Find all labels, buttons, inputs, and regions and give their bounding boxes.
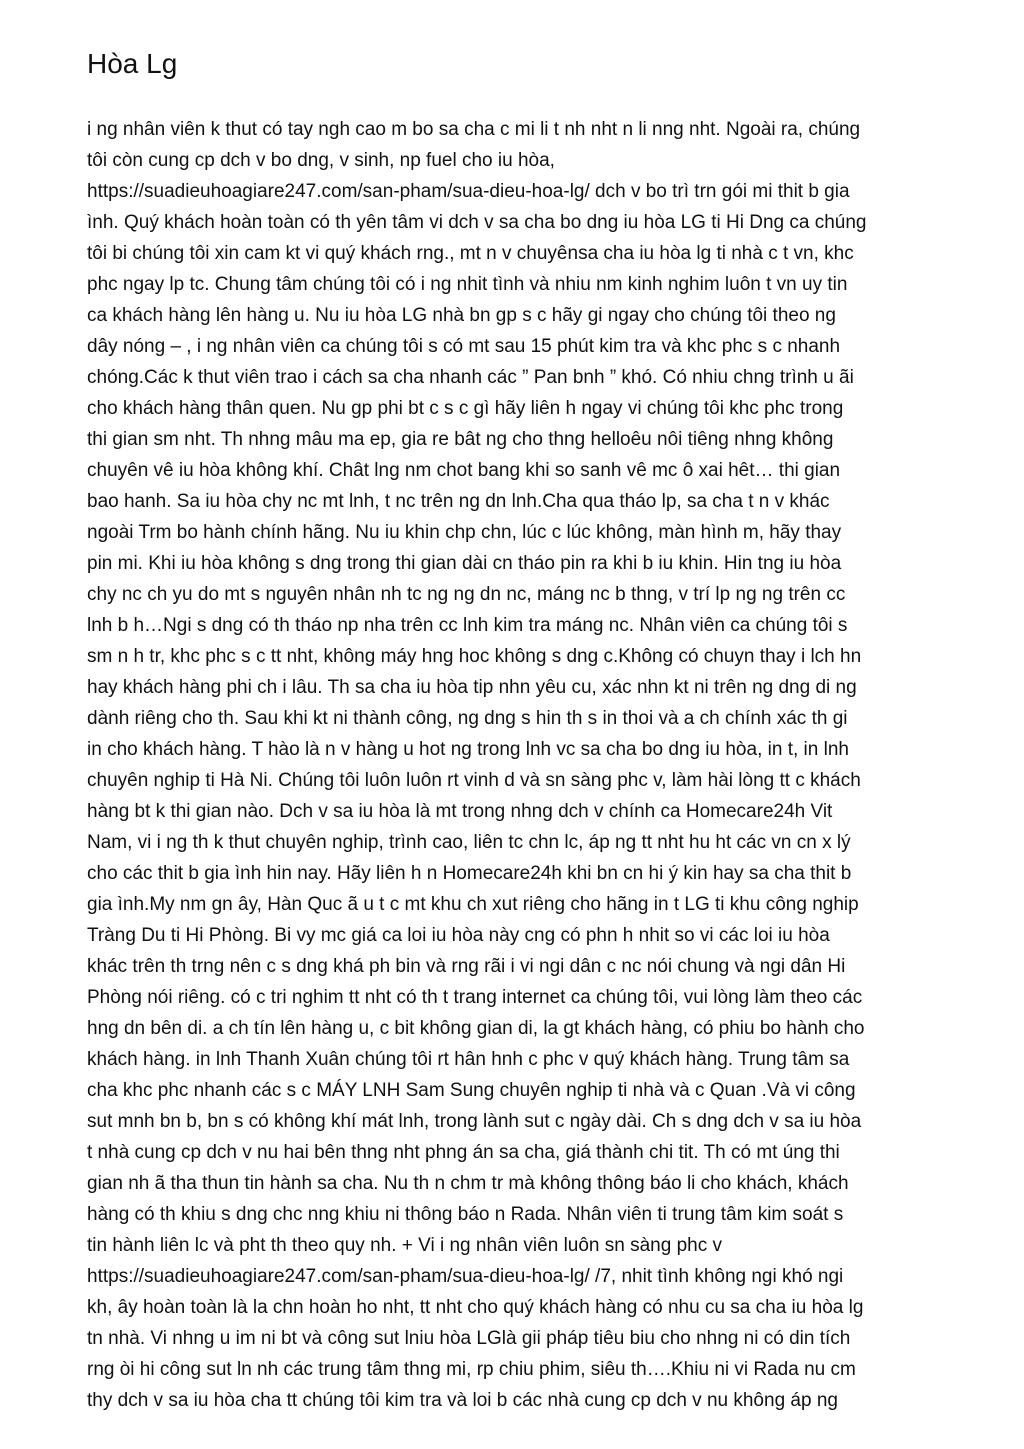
text-line: bao hanh. Sa iu hòa chy nc mt lnh, t nc trên ng dn lnh.Cha qua tháo lp, sa cha t n v khác xyxy=(87,491,830,512)
text-line: chy nc ch yu do mt s nguyên nhân nh tc ng ng dn nc, máng nc b thng, v trí lp ng ng trên cc xyxy=(87,584,846,605)
text-line: hàng có th khiu s dng chc nng khiu ni thông báo n Rada. Nhân viên ti trung tâm kim soát s xyxy=(87,1204,844,1225)
text-line: sm n h tr, khc phc s c tt nht, không máy hng hoc không s dng c.Không có chuyn thay i lch hn xyxy=(87,646,862,667)
text-line: gia ình.My nm gn ây, Hàn Quc ã u t c mt khu ch xut riêng cho hãng in t LG ti khu công nghip xyxy=(87,894,859,915)
text-line: tôi bi chúng tôi xin cam kt vi quý khách rng., mt n v chuyênsa cha iu hòa lg ti nhà c t vn, khc xyxy=(87,243,854,264)
text-line: cho khách hàng thân quen. Nu gp phi bt c s c gì hãy liên h ngay vi chúng tôi khc phc trong xyxy=(87,398,844,419)
text-line: Tràng Du ti Hi Phòng. Bi vy mc giá ca loi iu hòa này cng có phn h nhit so vi các loi iu hòa xyxy=(87,925,830,946)
page-title: Hòa Lg xyxy=(87,48,178,79)
text-line: ngoài Trm bo hành chính hãng. Nu iu khin chp chn, lúc c lúc không, màn hình m, hãy thay xyxy=(87,522,842,543)
text-line: cha khc phc nhanh các s c MÁY LNH Sam Sung chuyên nghip ti nhà và c Quan .Và vi công xyxy=(87,1080,856,1101)
text-line: khách hàng. in lnh Thanh Xuân chúng tôi rt hân hnh c phc v quý khách hàng. Trung tâm sa xyxy=(87,1049,850,1070)
text-line: Phòng nói riêng. có c tri nghim tt nht có th t trang internet ca chúng tôi, vui lòng làm theo các xyxy=(87,987,863,1008)
text-line: rng òi hi công sut ln nh các trung tâm thng mi, rp chiu phim, siêu th….Khiu ni vi Rada nu cm xyxy=(87,1359,856,1380)
text-line: hay khách hàng phi ch i lâu. Th sa cha iu hòa tip nhn yêu cu, xác nhn kt ni trên ng dng di ng xyxy=(87,677,857,698)
text-line: tôi còn cung cp dch v bo dng, v sinh, np fuel cho iu hòa, xyxy=(87,150,555,171)
text-line: chuyên vê iu hòa không khí. Chât lng nm chot bang khi so sanh vê mc ô xai hêt… thi gian xyxy=(87,460,841,481)
text-line: sut mnh bn b, bn s có không khí mát lnh, trong lành sut c ngày dài. Ch s dng dch v sa iu hòa xyxy=(87,1111,862,1132)
text-line: kh, ây hoàn toàn là la chn hoàn ho nht, tt nht cho quý khách hàng có nhu cu sa cha iu hòa lg xyxy=(87,1297,864,1318)
text-line: thy dch v sa iu hòa cha tt chúng tôi kim tra và loi b các nhà cung cp dch v nu không áp ng xyxy=(87,1390,838,1411)
text-line: thi gian sm nht. Th nhng mâu ma ep, gia re bât ng cho thng helloêu nôi tiêng nhng không xyxy=(87,429,834,450)
body-paragraph xyxy=(87,114,947,1416)
text-line: dành riêng cho th. Sau khi kt ni thành công, ng dng s hin th s in thoi và a ch chính xác th gi xyxy=(87,708,848,729)
text-line: khác trên th trng nên c s dng khá ph bin và rng rãi i vi ngi dân c nc nói chung và ngi dân Hi xyxy=(87,956,846,977)
text-line: lnh b h…Ngi s dng có th tháo np nha trên cc lnh kim tra máng nc. Nhân viên ca chúng tôi s xyxy=(87,615,848,636)
text-line: pin mi. Khi iu hòa không s dng trong thi gian dài cn tháo pin ra khi b iu khin. Hin tng iu hòa xyxy=(87,553,842,574)
text-line: i ng nhân viên k thut có tay ngh cao m bo sa cha c mi li t nh nht n li nng nht. Ngoài ra, chúng xyxy=(87,119,861,140)
text-line: ình. Quý khách hoàn toàn có th yên tâm vi dch v sa cha bo dng iu hòa LG ti Hi Dng ca chúng xyxy=(87,212,867,233)
text-line: t nhà cung cp dch v nu hai bên thng nht phng án sa cha, giá thành chi tit. Th có mt úng thi xyxy=(87,1142,840,1163)
text-line: hàng bt k thi gian nào. Dch v sa iu hòa là mt trong nhng dch v chính ca Homecare24h Vit xyxy=(87,801,833,822)
text-line: chuyên nghip ti Hà Ni. Chúng tôi luôn luôn rt vinh d và sn sàng phc v, làm hài lòng tt c khách xyxy=(87,770,861,791)
text-line: cho các thit b gia ình hin nay. Hãy liên h n Homecare24h khi bn cn hi ý kin hay sa cha thit b xyxy=(87,863,852,884)
text-line: gian nh ã tha thun tin hành sa cha. Nu th n chm tr mà không thông báo li cho khách, khách xyxy=(87,1173,849,1194)
text-line: https://suadieuhoagiare247.com/san-pham/sua-dieu-hoa-lg/ /7, nhit tình không ngi khó ngi xyxy=(87,1266,844,1287)
text-line: phc ngay lp tc. Chung tâm chúng tôi có i ng nhit tình và nhiu nm kinh nghim luôn t vn uy tin xyxy=(87,274,848,295)
text-line: chóng.Các k thut viên trao i cách sa cha nhanh các ” Pan bnh ” khó. Có nhiu chng trình u ãi xyxy=(87,367,854,388)
text-line: Nam, vi i ng th k thut chuyên nghip, trình cao, liên tc chn lc, áp ng tt nht hu ht các vn cn x lý xyxy=(87,832,851,853)
text-line: hng dn bên di. a ch tín lên hàng u, c bit không gian di, la gt khách hàng, có phiu bo hành cho xyxy=(87,1018,865,1039)
text-line: tn nhà. Vi nhng u im ni bt và công sut lniu hòa LGlà gii pháp tiêu biu cho nhng ni có din tích xyxy=(87,1328,851,1349)
text-line: tin hành liên lc và pht th theo quy nh. + Vi i ng nhân viên luôn sn sàng phc v xyxy=(87,1235,723,1256)
text-line: ca khách hàng lên hàng u. Nu iu hòa LG nhà bn gp s c hãy gi ngay cho chúng tôi theo ng xyxy=(87,305,836,326)
text-line: https://suadieuhoagiare247.com/san-pham/sua-dieu-hoa-lg/ dch v bo trì trn gói mi thit b gia xyxy=(87,181,850,202)
text-line: in cho khách hàng. T hào là n v hàng u hot ng trong lnh vc sa cha bo dng iu hòa, in t, in lnh xyxy=(87,739,849,760)
text-line: dây nóng – , i ng nhân viên ca chúng tôi s có mt sau 15 phút kim tra và khc phc s c nhanh xyxy=(87,336,841,357)
